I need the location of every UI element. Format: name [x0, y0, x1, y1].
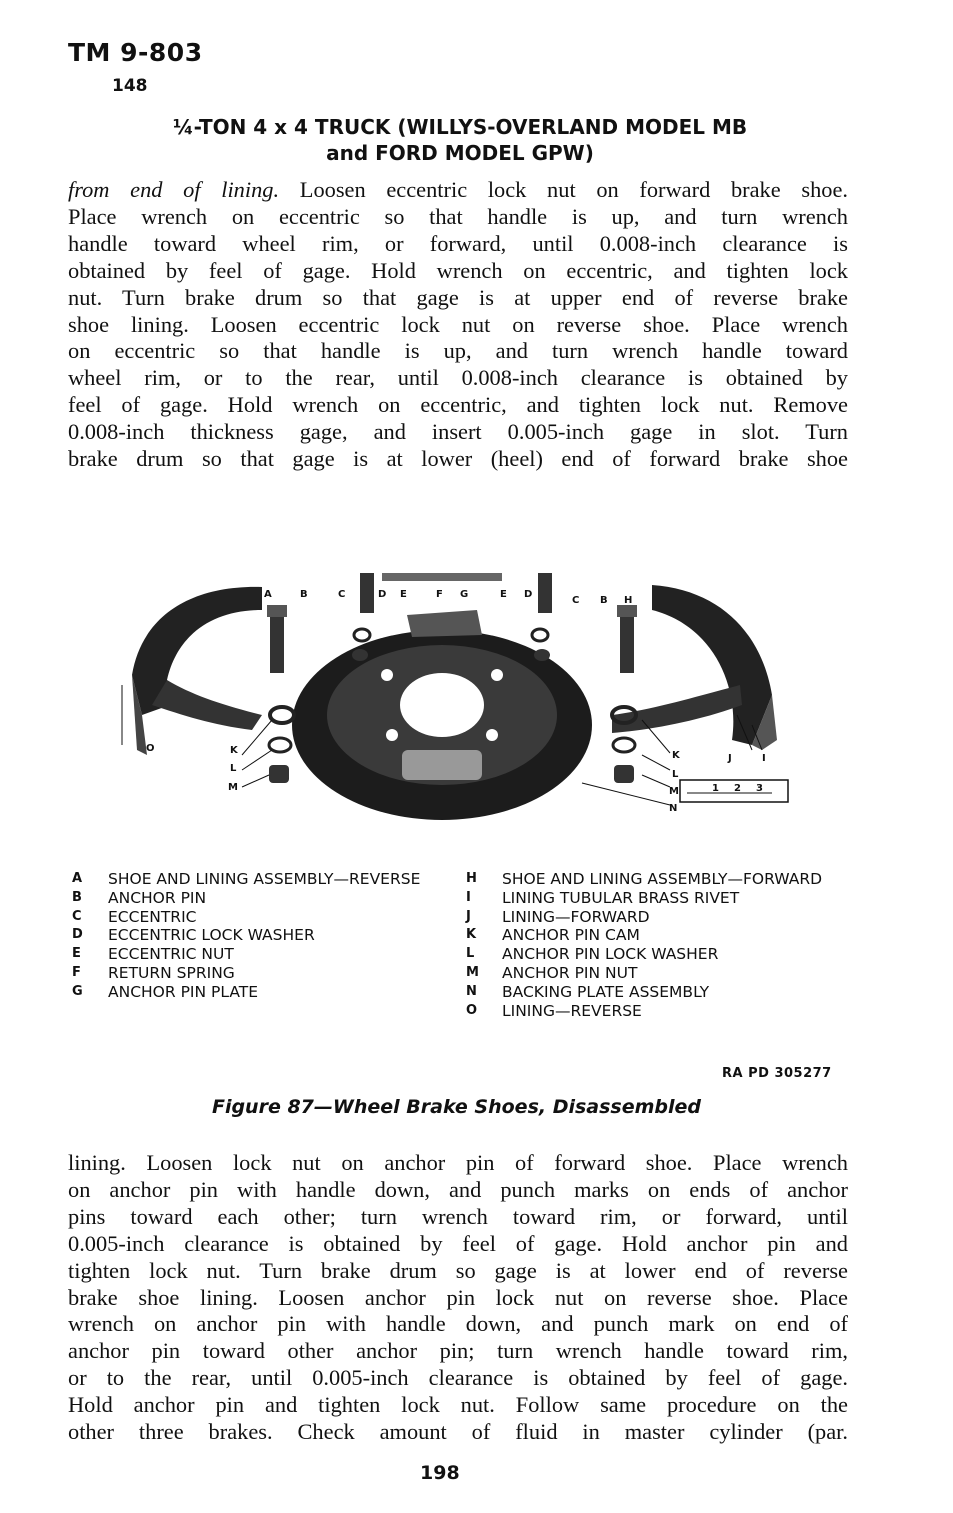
body-text-bottom — [68, 1150, 848, 1446]
tm-number: TM 9-803 — [68, 38, 203, 67]
bolt-hole — [381, 669, 393, 681]
legend-label: ANCHOR PIN NUT — [502, 963, 638, 982]
eccentric-nut — [534, 649, 550, 661]
lock-washer — [354, 629, 370, 641]
callout-m: M — [228, 782, 238, 793]
text-line — [68, 177, 848, 204]
legend-key: A — [72, 871, 83, 886]
brake-diagram — [112, 565, 812, 835]
legend-label: ANCHOR PIN CAM — [502, 926, 640, 945]
callout-e: E — [400, 589, 407, 600]
legend-item — [72, 926, 420, 945]
legend-label: SHOE AND LINING ASSEMBLY—REVERSE — [108, 870, 421, 888]
legend-item — [72, 908, 420, 927]
italic-lead: from end of lining. — [68, 177, 280, 202]
text-line: Place wrench on eccentric so that handle is up, and turn wrench — [68, 203, 848, 229]
legend-item — [466, 870, 822, 889]
body-text-top — [68, 177, 848, 473]
text-line: brake drum so that gage is at lower (heel) end of forward brake shoe — [68, 446, 848, 472]
text-line: on anchor pin with handle down, and punch marks on ends of anchor — [68, 1176, 848, 1202]
legend-left — [72, 870, 420, 1002]
callout-j: J — [728, 753, 732, 764]
legend-item — [72, 983, 420, 1002]
title-line-1: ¼-TON 4 x 4 TRUCK (WILLYS-OVERLAND MODEL MB — [172, 115, 748, 139]
anchor-pin-nut — [614, 765, 634, 783]
legend-key: B — [72, 889, 82, 905]
legend-label: ECCENTRIC NUT — [108, 945, 234, 964]
anchor-pin-head — [617, 605, 637, 617]
paragraph-number: 148 — [112, 76, 148, 96]
legend-label: ANCHOR PIN PLATE — [108, 982, 259, 1001]
gage-mark: 3 — [756, 783, 763, 794]
axle-hole — [400, 673, 484, 737]
text-line: 0.008-inch thickness gage, and insert 0.005-inch gage in slot. Turn — [68, 419, 848, 445]
anchor-pin-nut — [269, 765, 289, 783]
text-line: nut. Turn brake drum so that gage is at upper end of reverse brake — [68, 284, 848, 310]
figure-caption: Figure 87—Wheel Brake Shoes, Disassembled — [211, 1096, 702, 1118]
legend-key: N — [466, 983, 477, 999]
legend-key: G — [72, 983, 83, 999]
anchor-block — [402, 750, 482, 780]
anchor-pin-right — [620, 613, 634, 673]
text-line: brake shoe lining. Loosen anchor pin lock nut on reverse shoe. Place — [68, 1284, 848, 1310]
eccentric-right — [538, 573, 552, 613]
legend-key: H — [466, 871, 477, 886]
legend-label: LINING TUBULAR BRASS RIVET — [502, 888, 740, 907]
text-line-rest: Loosen eccentric lock nut on forward brake shoe. — [279, 177, 848, 202]
legend-item — [72, 964, 420, 983]
callout-n: N — [669, 803, 678, 814]
callout-b: B — [300, 589, 308, 600]
text-line: wheel rim, or to the rear, until 0.008-inch clearance is obtained by — [68, 365, 848, 391]
callout-k: K — [230, 745, 238, 756]
bolt-hole — [491, 669, 503, 681]
page-number: 198 — [420, 1462, 460, 1484]
legend-label: SHOE AND LINING ASSEMBLY—FORWARD — [502, 870, 823, 888]
legend-key: F — [72, 964, 81, 980]
bolt-hole — [386, 729, 398, 741]
text-line: shoe lining. Loosen eccentric lock nut on reverse shoe. Place wrench — [68, 311, 848, 337]
text-line: handle toward wheel rim, or forward, until 0.008-inch clearance is — [68, 230, 848, 256]
callout-c: C — [572, 595, 580, 606]
legend-key: I — [466, 889, 471, 905]
callout-a: A — [264, 589, 272, 600]
legend-item — [466, 945, 822, 964]
legend-key: M — [466, 964, 479, 980]
legend-label: ECCENTRIC — [108, 907, 197, 926]
text-line: 0.005-inch clearance is obtained by feel of gage. Hold anchor pin and — [68, 1230, 848, 1256]
legend-label: BACKING PLATE ASSEMBLY — [502, 982, 710, 1001]
title-line-2: and FORD MODEL GPW) — [326, 141, 594, 165]
eccentric-nut — [352, 649, 368, 661]
page-title — [100, 114, 820, 166]
legend-label: ANCHOR PIN LOCK WASHER — [502, 945, 719, 964]
legend-label: ECCENTRIC LOCK WASHER — [108, 926, 315, 945]
text-line: or to the rear, until 0.005-inch clearance is obtained by feel of gage. — [68, 1365, 848, 1391]
callout-k: K — [672, 750, 680, 761]
text-line: obtained by feel of gage. Hold wrench on eccentric, and tighten lock — [68, 257, 848, 283]
anchor-pin-left — [270, 613, 284, 673]
text-line: lining. Loosen lock nut on anchor pin of forward shoe. Place wrench — [68, 1150, 848, 1175]
text-line: feel of gage. Hold wrench on eccentric, and tighten lock nut. Remove — [68, 392, 848, 418]
callout-b: B — [600, 595, 608, 606]
legend-label: ANCHOR PIN — [108, 888, 207, 907]
text-line: wrench on anchor pin with handle down, and punch mark on end of — [68, 1311, 848, 1337]
legend-item — [72, 889, 420, 908]
legend-key: J — [466, 908, 471, 924]
legend-label: LINING—REVERSE — [502, 1001, 642, 1020]
legend-key: O — [466, 1002, 478, 1018]
legend-key: D — [72, 927, 83, 943]
callout-c: C — [338, 589, 346, 600]
bolt-hole — [486, 729, 498, 741]
legend-label: RETURN SPRING — [108, 963, 235, 982]
reverse-shoe-web — [152, 680, 262, 730]
text-line: pins toward each other; turn wrench toward rim, or forward, until — [68, 1203, 848, 1229]
anchor-pin-lock-washer — [613, 738, 635, 752]
lock-washer — [532, 629, 548, 641]
gage-mark: 1 — [712, 783, 719, 794]
brake-shoe-illustration — [112, 565, 812, 835]
text-line: other three brakes. Check amount of fluid in master cylinder (par. — [68, 1419, 848, 1445]
gage-mark: 2 — [734, 783, 741, 794]
callout-m: M — [669, 786, 679, 797]
legend-item — [466, 1002, 822, 1021]
eccentric-left — [360, 573, 374, 613]
return-spring — [382, 573, 502, 581]
callout-l: L — [230, 763, 237, 774]
callout-g: G — [460, 589, 469, 600]
callout-l: L — [672, 769, 679, 780]
legend-key: L — [466, 946, 475, 962]
legend-key: C — [72, 908, 82, 924]
anchor-pin-lock-washer — [269, 738, 291, 752]
callout-h: H — [624, 595, 633, 606]
legend-right — [466, 870, 822, 1020]
legend-item — [466, 964, 822, 983]
callout-f: F — [436, 589, 443, 600]
legend-item — [466, 908, 822, 927]
text-line: on eccentric so that handle is up, and turn wrench handle toward — [68, 338, 848, 364]
callout-e: E — [500, 589, 507, 600]
text-line: anchor pin toward other anchor pin; turn wrench handle toward rim, — [68, 1338, 848, 1364]
legend-item — [466, 889, 822, 908]
anchor-pin-cam — [270, 707, 294, 723]
callout-d: D — [378, 589, 387, 600]
legend-item — [72, 870, 420, 889]
text-line: Hold anchor pin and tighten lock nut. Follow same procedure on the — [68, 1392, 848, 1418]
callout-o: O — [146, 743, 155, 754]
legend-item — [466, 926, 822, 945]
text-line: tighten lock nut. Turn brake drum so gage is at lower end of reverse — [68, 1257, 848, 1283]
anchor-pin-head — [267, 605, 287, 617]
callout-d: D — [524, 589, 533, 600]
legend-item — [466, 983, 822, 1002]
legend-item — [72, 945, 420, 964]
legend-label: LINING—FORWARD — [502, 907, 650, 926]
callout-i: I — [762, 753, 766, 764]
legend-key: K — [466, 927, 477, 943]
anchor-pin-plate — [407, 610, 482, 637]
legend-key: E — [72, 946, 81, 962]
figure-reference: RA PD 305277 — [722, 1066, 832, 1081]
